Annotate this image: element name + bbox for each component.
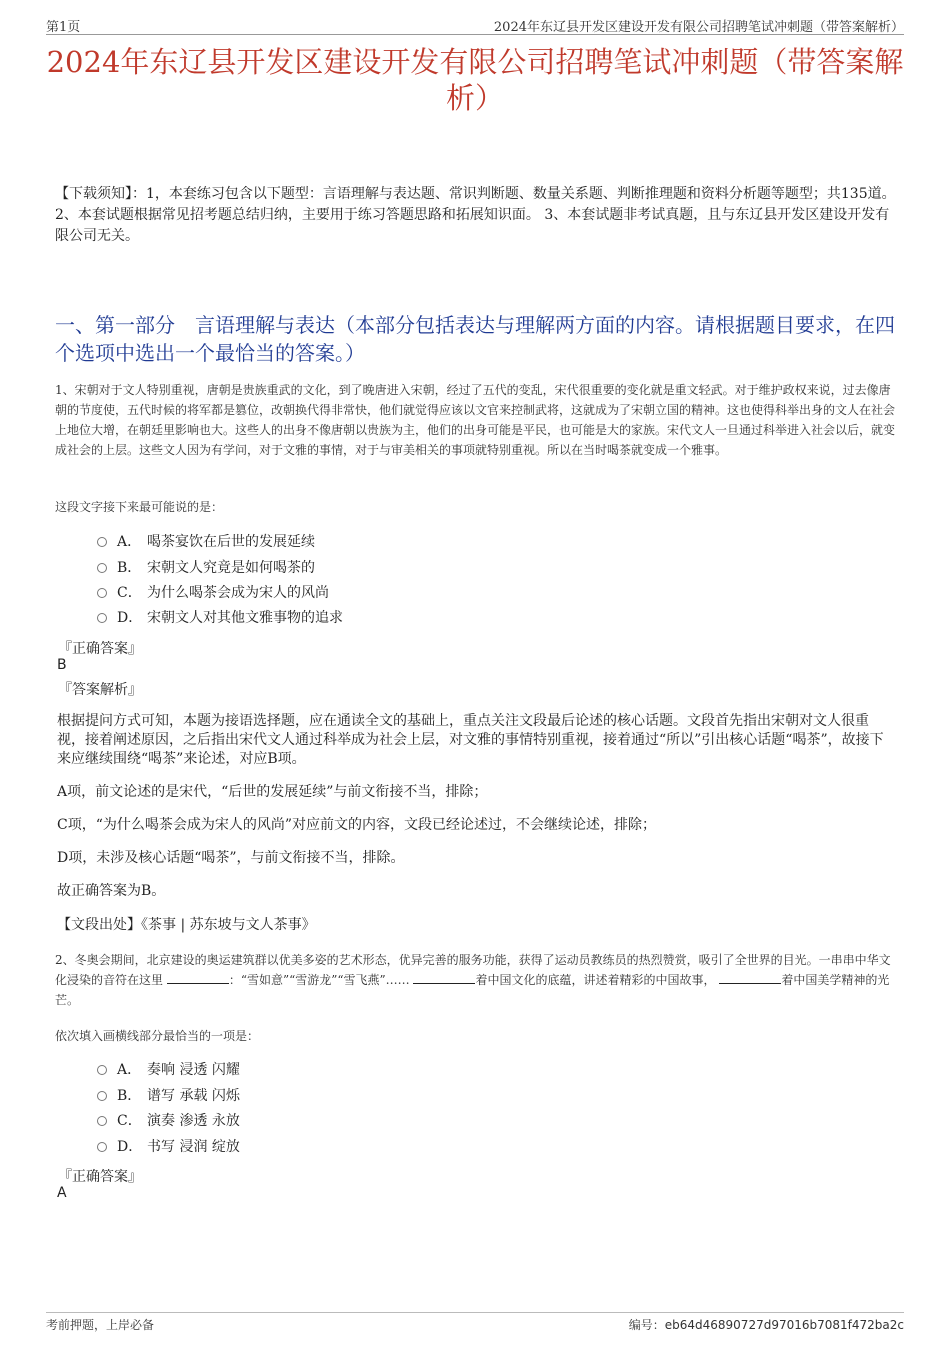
radio-icon[interactable] [97,563,107,573]
q2-option-b[interactable]: B． 谱写 承载 闪烁 [97,1086,240,1106]
q2-option-a[interactable]: A． 奏响 浸透 闪耀 [97,1060,240,1080]
q1-analysis-c: C项，“为什么喝茶会成为宋人的风尚”对应前文的内容，文段已经论述过，不会继续论述，排除； [57,817,657,833]
header-doc-title: 2024年东辽县开发区建设开发有限公司招聘笔试冲刺题（带答案解析） [493,20,904,35]
q1-analysis-d: D项，未涉及核心话题“喝茶”，与前文衔接不当，排除。 [57,850,405,866]
q1-analysis-a: A项，前文论述的是宋代，“后世的发展延续”与前文衔接不当，排除； [57,784,488,800]
download-notice: 【下载须知】：1，本套练习包含以下题型：言语理解与表达题、常识判断题、数量关系题、判断推理题和资料分析题等题型；共135道。 2、本套试题根据常见招考题总结归纳，主要用于练习答题思路和拓展知识面。 3、本套试题非考试真题，且与东辽县开发区建设开发有限公司无关。 [55,186,896,244]
question-1-text: 1、宋朝对于文人特别重视，唐朝是贵族重武的文化，到了晚唐进入宋朝，经过了五代的变乱，宋代很重要的变化就是重文轻武。对于维护政权来说，过去像唐朝的节度使，五代时候的将军都是篡位，改朝换代得非常快，他们就觉得应该以文官来控制武将，这就成为了宋朝立国的精神。这也使得科举出身的文人在社会上地位大增，在朝廷里影响也大。这些人的出身不像唐朝以贵族为主，他们的出身可能是平民，也可能是大的家族。宋代文人一旦通过科举进入社会以后，就变成社会的上层。这些文人因为有学问，对于文雅的事情，对于与审美相关的事项就特别重视。所以在当时喝茶就变成一个雅事。 [55,383,896,457]
q1-option-d[interactable]: D． 宋朝文人对其他文雅事物的追求 [97,608,343,628]
page-footer [46,1312,904,1332]
footer-slogan: 考前押题，上岸必备 [46,1318,155,1332]
question-2-text: 2、冬奥会期间，北京建设的奥运建筑群以优美多姿的艺术形态，优异完善的服务功能，获得了运动员教练员的热烈赞赏，吸引了全世界的目光。一串串中华文化浸染的音符在这里 ：“雪如意”“雪游龙”“雪飞燕”…… 着中国文化的底蕴，讲述着精彩的中国故事， 着中国美学精神的光芒。 [55,953,891,1007]
radio-icon[interactable] [97,1091,107,1101]
radio-icon[interactable] [97,1142,107,1152]
document-title: 2024年东辽县开发区建设开发有限公司招聘笔试冲刺题（带答案解析） [46,45,904,115]
radio-icon[interactable] [97,588,107,598]
radio-icon[interactable] [97,537,107,547]
q2-answer: A [57,1185,67,1201]
fill-blank [167,971,229,984]
q1-answer: B [57,657,67,673]
q1-source: 【文段出处】《茶事 | 苏东坡与文人茶事》 [57,917,316,933]
radio-icon[interactable] [97,1116,107,1126]
q1-option-c[interactable]: C． 为什么喝茶会成为宋人的风尚 [97,583,329,603]
q1-option-a[interactable]: A． 喝茶宴饮在后世的发展延续 [97,532,315,552]
q1-conclusion: 故正确答案为B。 [57,883,166,899]
radio-icon[interactable] [97,1065,107,1075]
q2-option-c[interactable]: C． 演奏 渗透 永放 [97,1111,240,1131]
q1-answer-label: 『正确答案』 [58,641,142,657]
fill-blank [719,971,781,984]
q1-analysis-paragraph: 根据提问方式可知，本题为接语选择题，应在通读全文的基础上，重点关注文段最后论述的核心话题。文段首先指出宋朝对文人很重视，接着阐述原因，之后指出宋代文人通过科举成为社会上层，对文雅的事情特别重视，接着通过“所以”引出核心话题“喝茶”，故接下来应继续围绕“喝茶”来论述，对应B项。 [57,713,884,767]
radio-icon[interactable] [97,613,107,623]
q2-option-d[interactable]: D． 书写 浸润 绽放 [97,1137,240,1157]
fill-blank [413,971,475,984]
question-1-prompt: 这段文字接下来最可能说的是： [55,500,224,514]
footer-code: 编号：eb64d46890727d97016b7081f472ba2c [628,1318,904,1332]
q1-option-b[interactable]: B． 宋朝文人究竟是如何喝茶的 [97,558,315,578]
section-heading: 一、第一部分 言语理解与表达（本部分包括表达与理解两方面的内容。请根据题目要求，在四个选项中选出一个最恰当的答案。） [55,313,895,365]
page-number: 第1页 [46,20,81,35]
page-header [46,14,904,35]
question-2-prompt: 依次填入画横线部分最恰当的一项是： [55,1029,260,1043]
q2-answer-label: 『正确答案』 [58,1169,142,1185]
q1-analysis-label: 『答案解析』 [58,682,142,698]
